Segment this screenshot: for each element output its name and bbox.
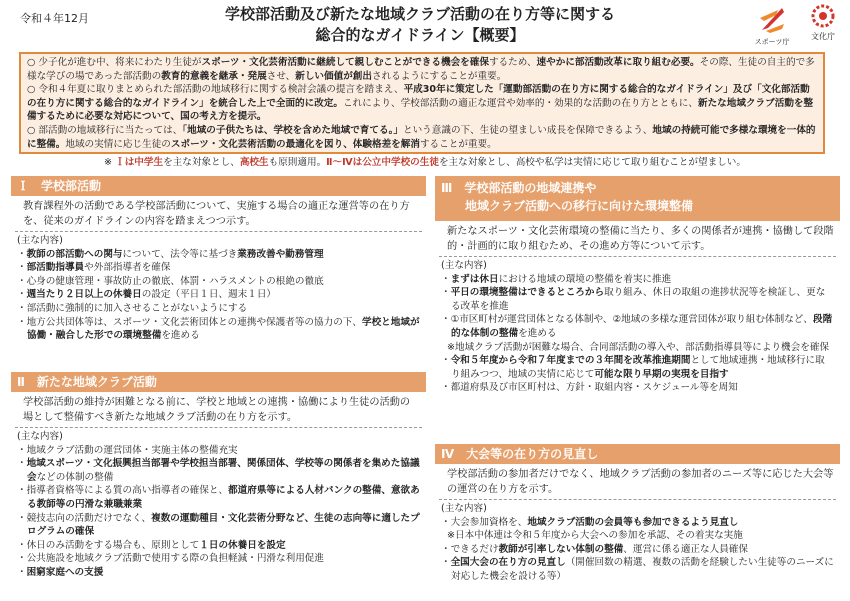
title-line-2: 総合的なガイドライン【概要】 xyxy=(315,26,525,44)
emphasis-text: １日の休養日を設定 xyxy=(199,539,286,551)
emphasis-text: Ｉは中学生 xyxy=(115,157,164,168)
overview-paragraph-2 xyxy=(27,83,817,124)
emphasis-text: 困窮家庭への支援 xyxy=(26,566,104,578)
list-item xyxy=(17,552,420,566)
list-item xyxy=(441,516,834,530)
emphasis-text: スポーツ・文化芸術活動に継続して親しむことができる機会を確保 xyxy=(201,57,489,68)
list-item xyxy=(17,484,420,511)
list-item xyxy=(441,381,834,395)
body-text: ・休日のみ活動をする場合も、原則として xyxy=(17,539,200,551)
body-text: ・地域クラブ活動の運営団体・実施主体の整備充実 xyxy=(17,444,238,456)
emphasis-text: 新たな地域クラブ活動を整備するために必要な対応について、国の考え方を提示。 xyxy=(27,97,814,123)
list-item xyxy=(441,313,834,340)
body-text: （開催回数の精選、複数の活動を経験したい生徒等のニーズに対応した機会を設ける等） xyxy=(451,557,834,582)
emphasis-text: 業務改善や勤務管理 xyxy=(237,248,324,260)
emphasis-text: 学校と地域が協働・融合した形での環境整備 xyxy=(27,316,420,342)
body-text: ○ 少子化が進む中、将来にわたり生徒が xyxy=(27,57,202,68)
emphasis-text: Ⅱ～Ⅳは公立中学校の生徒 xyxy=(326,157,439,168)
body-text: を進める xyxy=(161,330,200,342)
list-item xyxy=(17,566,420,580)
list-item xyxy=(17,539,420,553)
body-text: を主な対象とし、 xyxy=(163,157,240,168)
section-title-line-2: 地域クラブ活動への移行に向けた環境整備 xyxy=(441,199,694,213)
section-title: Ｉ 学校部活動 xyxy=(11,176,426,196)
emphasis-text: まずは休日 xyxy=(450,273,499,285)
body-text: ※日本中体連は令和５年度から大会への参加を承認、その着実な実施 xyxy=(447,530,743,542)
body-text: などの体制の整備 xyxy=(36,471,114,483)
body-text: ○ 部活動の地域移行に当たっては、 xyxy=(27,124,183,136)
list-item xyxy=(441,543,834,557)
overview-box xyxy=(19,52,825,154)
body-text: ・ xyxy=(17,262,27,274)
list-item xyxy=(441,273,834,287)
body-text: ・ xyxy=(441,287,451,299)
section-lead: 学校部活動の維持が困難となる前に、学校と地域との連携・協働により生徒の活動の場として整備すべき新たな地域クラブ活動の在り方を示す。 xyxy=(23,397,411,423)
main-contents-box xyxy=(439,499,836,584)
emphasis-text: 地域スポーツ・文化振興担当部署や学校担当部署、関係団体、学校等の関係者を集めた協議会 xyxy=(26,458,420,483)
emphasis-text: 「地域の子供たちは、学校を含めた地域で育てる。」 xyxy=(182,124,403,136)
list-item xyxy=(441,286,834,313)
page-title xyxy=(150,4,690,46)
main-contents-box xyxy=(15,231,422,343)
body-text: ・地方公共団体等は、スポーツ・文化芸術団体との連携や保護者等の協力の下、 xyxy=(17,316,362,328)
body-text: も原則適用。 xyxy=(268,157,327,168)
body-text: として地域連携・地域移行に取り組みつつ、地域の実情に応じて xyxy=(451,355,825,380)
body-text: することが重要。 xyxy=(419,138,497,150)
body-text: という意識の下、生徒の望ましい成長を保障できるよう、 xyxy=(402,124,653,136)
body-text: について、法令等に基づき xyxy=(122,248,238,260)
main-contents-box xyxy=(439,256,836,395)
emphasis-text: 全国大会の在り方の見直し xyxy=(450,557,566,569)
body-text: その際、生徒の自主的で多様な学びの場であった部活動の xyxy=(27,57,815,82)
body-text: ・ xyxy=(441,273,451,285)
main-contents-heading: (主な内容) xyxy=(441,260,487,271)
emphasis-text: スポーツ・文化芸術活動の最適化を図り、体験格差を解消 xyxy=(170,138,420,150)
overview-paragraph-3 xyxy=(27,124,817,151)
list-item xyxy=(17,248,420,262)
body-text: 地域の実情に応じ生徒の xyxy=(65,138,171,150)
emphasis-text: 地域の持続可能で多様な環境を一体的に整備。 xyxy=(27,124,816,150)
body-text: するため、 xyxy=(488,57,537,68)
body-text: ○ 令和４年夏に取りまとめられた部活動の地域移行に関する検討会議の提言を踏まえ、 xyxy=(27,84,404,96)
section-title xyxy=(435,176,840,221)
body-text: させ、 xyxy=(266,70,296,82)
emphasis-text: 部活動指導員 xyxy=(26,262,85,274)
list-item xyxy=(17,457,420,484)
emphasis-text: 速やかに部活動改革に取り組む必要。 xyxy=(536,57,700,68)
main-contents-list xyxy=(17,444,420,580)
main-contents-box xyxy=(15,427,422,580)
scope-note xyxy=(19,156,831,169)
list-item xyxy=(441,354,834,381)
list-item xyxy=(17,288,420,302)
main-contents-list xyxy=(441,273,834,395)
body-text: 取り組み、休日の取組の進捗状況等を検証し、更なる改革を推進 xyxy=(451,287,826,312)
emphasis-text: 令和５年度から令和７年度までの３年間を改革推進期間 xyxy=(450,355,691,367)
sports-agency-label: スポーツ庁 xyxy=(754,38,790,46)
section-school-club xyxy=(11,176,426,343)
body-text: ・ xyxy=(441,557,451,569)
body-text: ・①市区町村が運営団体となる体制や、②地域の多様な運営団体が取り組む体制など、 xyxy=(441,314,813,326)
body-text: ・大会参加資格を、 xyxy=(441,516,528,528)
body-text: ・都道府県及び市区町村は、方針・取組内容・スケジュール等を周知 xyxy=(441,382,738,394)
cultural-agency-logo-icon xyxy=(809,4,837,28)
list-item xyxy=(441,341,834,355)
body-text: ・公共施設を地域クラブ活動で使用する際の負担軽減・円滑な利用促進 xyxy=(17,553,324,565)
main-contents-list xyxy=(441,516,834,584)
body-text: これにより、学校部活動の適正な運営や効率的・効果的な活動の在り方とともに、 xyxy=(343,97,698,109)
section-title: Ⅳ 大会等の在り方の見直し xyxy=(435,444,840,464)
title-line-1: 学校部活動及び新たな地域クラブ活動の在り方等に関する xyxy=(224,5,615,23)
body-text: ※地域クラブ活動が困難な場合、合同部活動の導入や、部活動指導員等により機会を確保 xyxy=(447,341,830,353)
body-text: や外部指導者を確保 xyxy=(84,262,171,274)
body-text: を主な対象とし、高校や私学は実情に応じて取り組むことが望ましい。 xyxy=(438,157,746,168)
body-text: ・心身の健康管理・事故防止の徹底、体罰・ハラスメントの根絶の徹底 xyxy=(17,275,324,287)
cultural-agency-logo xyxy=(800,4,846,42)
body-text: されるようにすることが重要。 xyxy=(372,70,507,82)
list-item xyxy=(17,316,420,343)
body-text: ※ xyxy=(104,157,116,168)
cultural-agency-label: 文化庁 xyxy=(811,32,835,41)
main-contents-heading: (主な内容) xyxy=(17,431,63,442)
body-text: ・ xyxy=(441,355,451,367)
emphasis-text: 教育的意義を継承・発展 xyxy=(161,70,267,82)
section-lead: 教育課程外の活動である学校部活動について、実施する場合の適正な運営等の在り方を、従来のガイドラインの内容を踏まえつつ示す。 xyxy=(23,201,410,227)
emphasis-text: 地域クラブ活動の会員等も参加できるよう見直し xyxy=(527,516,739,528)
list-item xyxy=(17,512,420,539)
body-text: ・ xyxy=(17,458,27,470)
overview-paragraph-1 xyxy=(27,56,817,83)
list-item xyxy=(17,275,420,289)
body-text: ・できるだけ xyxy=(441,543,499,555)
list-item xyxy=(441,556,834,583)
list-item xyxy=(17,444,420,458)
sports-agency-logo-icon xyxy=(756,4,788,34)
emphasis-text: 段階的な体制の整備 xyxy=(451,314,833,339)
emphasis-text: 週当たり２日以上の休養日 xyxy=(26,289,142,301)
body-text: 、運営に係る適正な人員確保 xyxy=(623,543,748,555)
document-date: 令和４年12月 xyxy=(20,12,89,25)
body-text: ・部活動に強制的に加入させることがないようにする xyxy=(17,302,248,314)
body-text: ・ xyxy=(17,248,27,260)
emphasis-text: 都道府県等による人材バンクの整備、意欲ある教師等の円滑な兼職兼業 xyxy=(27,485,420,510)
section-lead: 新たなスポーツ・文化芸術環境の整備に当たり、多くの関係者が連携・協働して段階的・計画的に取り組むため、その進め方等について示す。 xyxy=(447,226,834,252)
body-text: を進める xyxy=(518,327,557,339)
main-contents-heading: (主な内容) xyxy=(17,235,63,246)
emphasis-text: 教師の部活動への関与 xyxy=(26,248,123,260)
section-tournaments xyxy=(435,444,840,584)
main-contents-heading: (主な内容) xyxy=(441,503,487,514)
body-text: ・ xyxy=(17,566,27,578)
section-lead: 学校部活動の参加者だけでなく、地域クラブ活動の参加者のニーズ等に応じた大会等の運営の在り方を示す。 xyxy=(447,469,834,495)
body-text: ・指導者資格等による質の高い指導者の確保と、 xyxy=(17,485,229,497)
emphasis-text: 新しい価値が創出 xyxy=(295,70,372,82)
list-item xyxy=(17,302,420,316)
section-environment xyxy=(435,176,840,395)
body-text: における地域の環境の整備を着実に推進 xyxy=(498,273,672,285)
emphasis-text: 教師が引率しない体制の整備 xyxy=(498,543,624,555)
section-community-club xyxy=(11,372,426,580)
section-title: Ⅱ 新たな地域クラブ活動 xyxy=(11,372,426,392)
main-contents-list xyxy=(17,248,420,343)
emphasis-text: 平成30年に策定した「運動部活動の在り方に関する総合的なガイドライン」及び「文化部活動の在り方に関する総合的なガイドライン」を統合した上で全面的に改定。 xyxy=(27,84,810,109)
body-text: ・ xyxy=(17,289,27,301)
body-text: ・競技志向の活動だけでなく、 xyxy=(17,512,152,524)
emphasis-text: 複数の運動種目・文化芸術分野など、生徒の志向等に適したプログラムの確保 xyxy=(27,512,420,538)
body-text: の設定（平日１日、週末１日） xyxy=(141,289,277,301)
list-item xyxy=(441,529,834,543)
emphasis-text: 可能な限り早期の実現を目指す xyxy=(594,368,729,380)
list-item xyxy=(17,261,420,275)
emphasis-text: 平日の環境整備はできるところから xyxy=(450,287,605,299)
emphasis-text: 高校生 xyxy=(239,157,269,168)
sports-agency-logo xyxy=(752,4,792,46)
section-title-line-1: Ⅲ 学校部活動の地域連携や xyxy=(441,181,597,195)
